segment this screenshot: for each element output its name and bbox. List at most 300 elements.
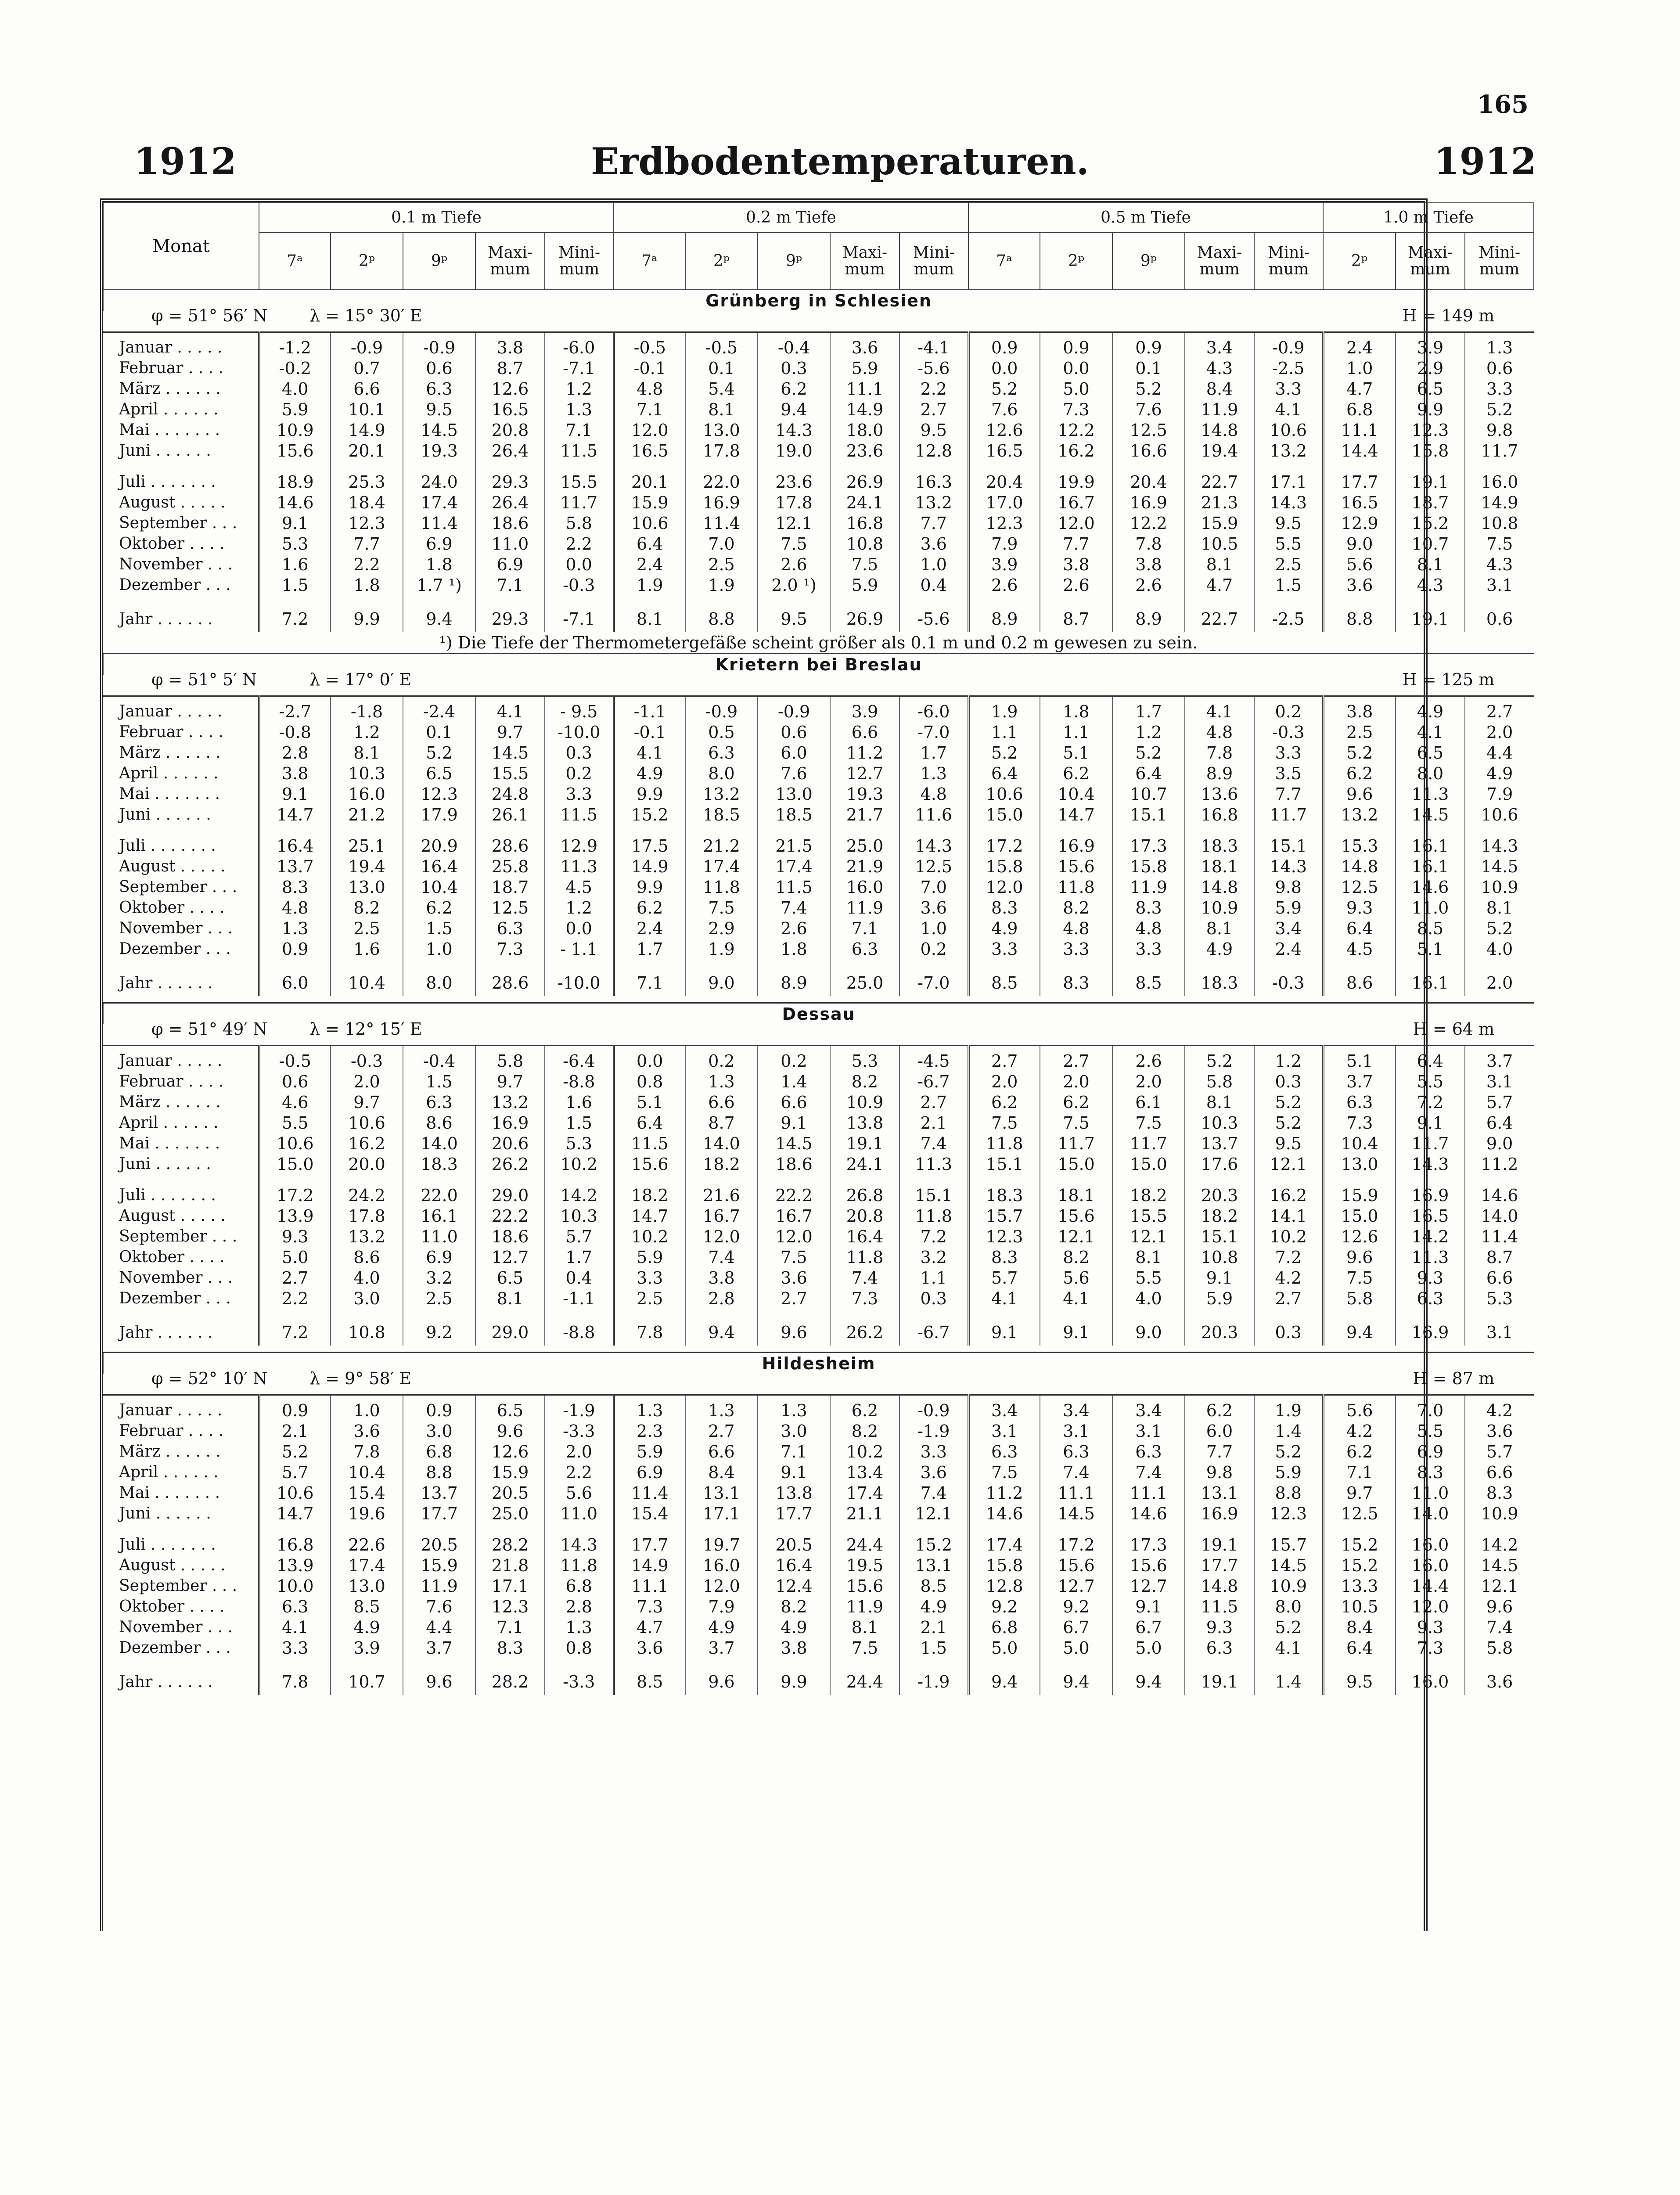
table-cell: 19.7 [685,1534,758,1555]
table-cell: 12.1 [758,513,830,533]
table-row [103,742,1534,763]
table-cell: 10.9 [1465,1503,1534,1524]
table-row [103,1071,1534,1092]
table-cell: 4.1 [259,1617,331,1637]
table-cell: 11.8 [545,1555,614,1576]
table-cell: 2.6 [968,575,1040,595]
table-cell: 3.4 [1112,1395,1185,1421]
table-cell: 8.3 [259,877,331,897]
subheader-maximum: Maxi-mum [1185,233,1254,290]
table-cell: 9.0 [1465,1133,1534,1154]
station-latitude: φ = 51° 5′ N [151,670,257,689]
table-cell: 0.9 [259,1395,331,1421]
table-cell: 4.1 [1254,1637,1323,1658]
table-cell: 8.3 [1112,897,1185,918]
table-cell: 21.8 [475,1555,545,1576]
station-table [103,654,1534,1004]
table-cell: 15.6 [830,1576,899,1596]
month-label: Oktober . . . . [119,535,225,553]
table-cell: 6.3 [1323,1092,1396,1112]
table-cell: 3.3 [1465,378,1534,399]
table-cell: 8.1 [685,399,758,420]
table-cell: 13.2 [331,1226,403,1247]
table-cell: 11.1 [614,1576,685,1596]
month-label: Dezember . . . [119,1639,231,1657]
table-row [103,332,1534,358]
table-cell: 1.5 [899,1637,968,1658]
table-cell: 14.2 [1465,1534,1534,1555]
table-cell: 9.6 [1323,1247,1396,1267]
table-cell: 15.2 [899,1534,968,1555]
table-cell: 8.7 [475,358,545,378]
table-cell: 5.7 [968,1267,1040,1288]
table-cell: 3.3 [614,1267,685,1288]
table-cell: 13.2 [899,492,968,513]
table-cell: 15.0 [1112,1154,1185,1174]
table-cell: 7.5 [968,1462,1040,1483]
table-cell: 4.2 [1465,1395,1534,1421]
table-cell: 1.0 [403,939,475,959]
month-label: Februar . . . . [119,1422,223,1440]
station-table [103,1004,1534,1353]
month-label: Jahr . . . . . . [119,1323,213,1342]
table-row [103,1112,1534,1133]
table-cell: 17.5 [614,835,685,856]
table-cell: 8.9 [1185,763,1254,784]
table-cell: 17.4 [758,856,830,877]
table-cell: 2.7 [758,1288,830,1309]
table-cell: 2.0 [545,1441,614,1462]
month-label: August . . . . . [119,493,226,511]
table-cell: 20.8 [830,1205,899,1226]
table-cell: 0.9 [1040,332,1112,358]
table-cell: 1.9 [614,575,685,595]
table-cell: 5.3 [259,533,331,554]
station-title: Grünberg in Schlesien [103,290,1534,311]
station-longitude: λ = 15° 30′ E [309,306,422,325]
table-cell: 10.5 [1185,533,1254,554]
table-cell: -0.9 [403,332,475,358]
subheader-maximum: Maxi-mum [830,233,899,290]
header-year-left: 1912 [134,140,237,183]
table-cell: 17.7 [403,1503,475,1524]
table-cell: 25.1 [331,835,403,856]
table-cell: 3.4 [1254,918,1323,939]
table-cell: 10.9 [259,420,331,440]
table-cell: 7.0 [899,877,968,897]
table-cell: 9.5 [899,420,968,440]
table-cell: 4.9 [685,1617,758,1637]
table-cell: 7.1 [545,420,614,440]
table-cell: 11.0 [475,533,545,554]
table-cell: 1.5 [403,918,475,939]
table-cell: 3.1 [1465,575,1534,595]
table-cell: 3.4 [1040,1395,1112,1421]
table-cell: 1.6 [331,939,403,959]
table-cell: 10.4 [1323,1133,1396,1154]
table-cell: 0.2 [545,763,614,784]
table-cell: 6.3 [830,939,899,959]
table-cell: 19.5 [830,1555,899,1576]
table-cell: 15.1 [1254,835,1323,856]
table-cell: 3.3 [259,1637,331,1658]
table-cell: 6.0 [758,742,830,763]
table-cell: 5.2 [1185,1046,1254,1072]
table-cell: 7.7 [1254,784,1323,804]
table-cell: 11.9 [830,897,899,918]
table-cell: 3.9 [968,554,1040,575]
table-cell: 3.3 [1254,378,1323,399]
table-cell: 1.7 ¹) [403,575,475,595]
table-cell: 7.4 [1040,1462,1112,1483]
table-cell: 15.0 [1323,1205,1396,1226]
table-cell: 10.3 [1185,1112,1254,1133]
table-cell: 10.9 [1465,877,1534,897]
table-cell: 1.3 [758,1395,830,1421]
table-cell: 13.8 [758,1483,830,1503]
month-label: Dezember . . . [119,1289,231,1307]
table-row [103,606,1534,632]
table-cell: 21.9 [830,856,899,877]
table-cell: 15.7 [968,1205,1040,1226]
table-cell: 15.9 [475,1462,545,1483]
table-cell: 9.1 [1396,1112,1465,1133]
table-row [103,1462,1534,1483]
table-cell: 9.1 [259,513,331,533]
table-cell: 14.5 [1040,1503,1112,1524]
table-cell: 1.8 [1040,696,1112,722]
table-cell: 14.5 [403,420,475,440]
table-cell: 0.8 [614,1071,685,1092]
month-label: September . . . [119,1227,237,1245]
table-cell: 1.7 [1112,696,1185,722]
table-cell: 20.5 [475,1483,545,1503]
table-cell: 14.6 [1465,1185,1534,1205]
table-cell: 12.0 [1040,513,1112,533]
table-cell: 6.2 [1040,763,1112,784]
table-cell: 12.8 [968,1576,1040,1596]
table-cell: 16.2 [1040,440,1112,461]
table-cell: 2.0 [331,1071,403,1092]
table-cell: 4.2 [1323,1421,1396,1441]
table-cell: 20.9 [403,835,475,856]
table-cell: 3.0 [331,1288,403,1309]
table-cell: 1.3 [685,1395,758,1421]
table-cell: 6.3 [685,742,758,763]
table-cell: 6.6 [685,1441,758,1462]
table-cell: 7.5 [1323,1267,1396,1288]
table-cell: 15.6 [1040,1205,1112,1226]
table-cell: 5.7 [545,1226,614,1247]
table-cell: -7.1 [545,358,614,378]
month-label: Oktober . . . . [119,1248,225,1266]
table-cell: 12.3 [968,1226,1040,1247]
table-cell: 7.1 [475,575,545,595]
table-row [103,939,1534,959]
table-cell: 14.4 [1396,1576,1465,1596]
month-label: Januar . . . . . [103,332,259,358]
station-altitude: H = 64 m [1413,1019,1495,1039]
table-cell: 14.5 [1465,1555,1534,1576]
table-cell: 8.1 [614,606,685,632]
table-cell: 8.1 [1185,918,1254,939]
table-cell: 15.5 [475,763,545,784]
table-cell: 7.1 [475,1617,545,1637]
table-cell: 4.3 [1465,554,1534,575]
table-cell: 13.0 [331,877,403,897]
table-cell: 7.1 [758,1441,830,1462]
table-cell: 15.9 [614,492,685,513]
table-cell: 3.8 [475,332,545,358]
month-label: Oktober . . . . [119,899,225,917]
month-label: März . . . . . . [119,1443,221,1461]
table-cell: 24.2 [331,1185,403,1205]
table-cell: 7.5 [758,1247,830,1267]
table-cell: 5.7 [259,1462,331,1483]
table-cell: 7.8 [614,1319,685,1346]
table-cell: 8.0 [685,763,758,784]
table-cell: 0.1 [685,358,758,378]
table-cell: 19.1 [1396,471,1465,492]
table-cell: -0.2 [259,358,331,378]
table-row [103,1319,1534,1346]
table-cell: 2.6 [1040,575,1112,595]
table-cell: 25.0 [830,835,899,856]
table-cell: 7.0 [685,533,758,554]
table-cell: 3.6 [899,897,968,918]
table-cell: 15.0 [1040,1154,1112,1174]
table-cell: 15.8 [1396,440,1465,461]
table-cell: 14.1 [1254,1205,1323,1226]
table-cell: -6.4 [545,1046,614,1072]
table-cell: 26.1 [475,804,545,825]
table-cell: 7.8 [331,1441,403,1462]
month-label: Januar . . . . . [103,1046,259,1072]
table-cell: 13.4 [830,1462,899,1483]
table-cell: 5.4 [685,378,758,399]
table-cell: 16.1 [1396,970,1465,996]
table-cell: 2.7 [1254,1288,1323,1309]
table-cell: 18.6 [758,1154,830,1174]
table-cell: 1.4 [1254,1421,1323,1441]
table-cell: 5.3 [545,1133,614,1154]
table-cell: 9.7 [1323,1483,1396,1503]
table-cell: 16.9 [1040,835,1112,856]
table-cell: -10.0 [545,970,614,996]
table-cell: -8.8 [545,1319,614,1346]
month-label: Oktober . . . . [119,1598,225,1616]
table-cell: 5.9 [830,358,899,378]
table-cell: 4.1 [475,696,545,722]
table-cell: 6.9 [614,1462,685,1483]
table-cell: 14.5 [758,1133,830,1154]
table-cell: 15.2 [614,804,685,825]
table-cell: 5.7 [1465,1441,1534,1462]
month-label: Juni . . . . . . [119,442,211,460]
table-cell: 14.5 [1254,1555,1323,1576]
table-cell: 8.2 [830,1421,899,1441]
table-cell: 18.2 [1112,1185,1185,1205]
month-label: Februar . . . . [119,359,223,377]
table-cell: 5.2 [1323,742,1396,763]
table-cell: 2.5 [614,1288,685,1309]
table-cell: 2.9 [685,918,758,939]
table-cell: 1.4 [1254,1669,1323,1695]
table-cell: 9.8 [1254,877,1323,897]
table-cell: 12.3 [1254,1503,1323,1524]
table-cell: 2.5 [1254,554,1323,575]
table-cell: 11.5 [545,440,614,461]
table-cell: 11.1 [1040,1483,1112,1503]
table-cell: 1.2 [1112,722,1185,742]
table-cell: 8.7 [1040,606,1112,632]
table-cell: 6.4 [1396,1046,1465,1072]
table-row [103,1205,1534,1226]
table-cell: 16.9 [1185,1503,1254,1524]
table-cell: 11.1 [830,378,899,399]
table-cell: 10.6 [1465,804,1534,825]
table-cell: -7.1 [545,606,614,632]
table-cell: 14.0 [1396,1503,1465,1524]
table-cell: 7.3 [614,1596,685,1617]
table-cell: 24.1 [830,492,899,513]
table-cell: 7.5 [1112,1112,1185,1133]
table-cell: 16.0 [1396,1669,1465,1695]
table-row [103,1247,1534,1267]
table-cell: 18.6 [475,513,545,533]
table-cell: 11.8 [1040,877,1112,897]
subheader-2p: 2ᵖ [1323,233,1396,290]
table-cell: -4.5 [899,1046,968,1072]
table-cell: 9.3 [1396,1267,1465,1288]
table-cell: 0.3 [758,358,830,378]
table-cell: 10.4 [331,970,403,996]
table-cell: 6.6 [331,378,403,399]
table-cell: 10.2 [614,1226,685,1247]
table-cell: 26.9 [830,606,899,632]
table-cell: 12.1 [1254,1154,1323,1174]
table-cell: 11.0 [403,1226,475,1247]
table-row [103,897,1534,918]
station-latitude: φ = 52° 10′ N [151,1369,268,1388]
table-cell: 12.4 [758,1576,830,1596]
table-frame [100,198,1521,1931]
table-cell: 23.6 [758,471,830,492]
table-row [103,1226,1534,1247]
table-cell: 8.9 [968,606,1040,632]
table-cell: 16.7 [758,1205,830,1226]
table-cell: 10.4 [403,877,475,897]
table-cell: 11.3 [1396,1247,1465,1267]
table-cell: 11.9 [1185,399,1254,420]
table-cell: 4.1 [614,742,685,763]
table-cell: 7.2 [1254,1247,1323,1267]
table-cell: 5.8 [1323,1288,1396,1309]
table-cell: -0.9 [899,1395,968,1421]
table-cell: 14.5 [1396,804,1465,825]
table-cell: 1.5 [1254,575,1323,595]
table-cell: 11.4 [403,513,475,533]
month-label: Dezember . . . [119,940,231,958]
table-cell: 17.9 [403,804,475,825]
table-cell: 18.2 [614,1185,685,1205]
header-depth-0-2m: 0.2 m Tiefe [614,203,968,233]
header-depth-0-5m: 0.5 m Tiefe [968,203,1323,233]
table-cell: 18.1 [1185,856,1254,877]
table-cell: 5.1 [1396,939,1465,959]
table-cell: 0.6 [259,1071,331,1092]
table-cell: 8.3 [475,1637,545,1658]
table-cell: 8.3 [1465,1483,1534,1503]
table-cell: 7.1 [614,970,685,996]
month-label: November . . . [119,555,233,573]
table-cell: 20.5 [403,1534,475,1555]
table-cell: 0.0 [1040,358,1112,378]
month-label: Mai . . . . . . . [119,1484,220,1502]
table-cell: 13.2 [685,784,758,804]
table-cell: 12.9 [545,835,614,856]
table-cell: 11.5 [1185,1596,1254,1617]
table-cell: 6.3 [1185,1637,1254,1658]
table-cell: 16.5 [475,399,545,420]
table-cell: 28.2 [475,1534,545,1555]
table-cell: 16.1 [403,1205,475,1226]
table-cell: 6.6 [685,1092,758,1112]
table-row [103,471,1534,492]
table-cell: 12.0 [968,877,1040,897]
table-cell: 3.1 [1465,1071,1534,1092]
table-cell: 8.1 [1185,1092,1254,1112]
table-cell: 1.9 [685,575,758,595]
table-row [103,575,1534,595]
table-cell: -0.8 [259,722,331,742]
table-cell: 14.0 [403,1133,475,1154]
table-cell: 8.6 [403,1112,475,1133]
table-cell: 19.3 [403,440,475,461]
table-cell: -6.7 [899,1071,968,1092]
table-cell: 11.4 [1465,1226,1534,1247]
table-cell: 16.9 [475,1112,545,1133]
table-cell: 16.0 [1396,1555,1465,1576]
table-cell: 3.1 [1465,1319,1534,1346]
table-cell: 8.6 [1323,970,1396,996]
table-cell: 8.8 [403,1462,475,1483]
table-cell: 24.1 [830,1154,899,1174]
table-cell: 7.0 [1396,1395,1465,1421]
table-cell: 16.6 [1112,440,1185,461]
table-cell: 14.3 [758,420,830,440]
table-cell: 18.3 [403,1154,475,1174]
table-cell: 22.2 [758,1185,830,1205]
table-cell: 7.9 [968,533,1040,554]
table-cell: 8.0 [1254,1596,1323,1617]
table-cell: - 1.1 [545,939,614,959]
table-row [103,1576,1534,1596]
table-cell: 16.3 [899,471,968,492]
table-cell: -0.5 [259,1046,331,1072]
table-cell: 13.9 [259,1205,331,1226]
table-cell: 6.4 [1323,918,1396,939]
table-cell: 19.4 [331,856,403,877]
table-cell: 9.5 [1254,1133,1323,1154]
table-cell: 1.6 [545,1092,614,1112]
table-cell: 11.7 [1254,804,1323,825]
table-cell: 28.6 [475,970,545,996]
table-cell: 0.9 [1112,332,1185,358]
table-cell: 5.1 [614,1092,685,1112]
table-cell: 6.7 [1040,1617,1112,1637]
table-cell: -0.3 [1254,970,1323,996]
